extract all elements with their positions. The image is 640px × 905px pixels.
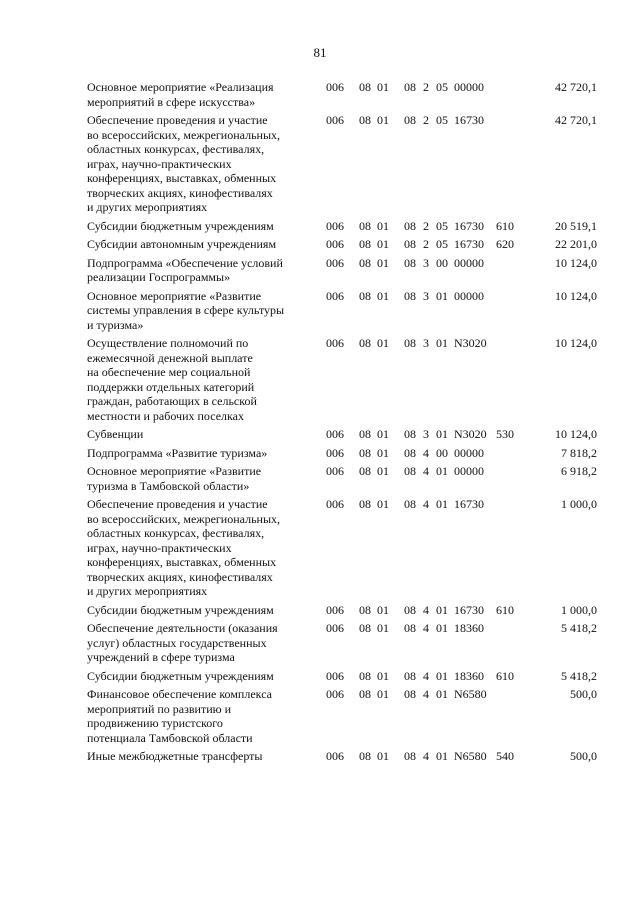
target-article-part: 4 (423, 445, 429, 460)
target-article-part: 16730 (454, 602, 484, 617)
table-row (87, 219, 607, 234)
item-name: Подпрограмма «Развитие туризма» (87, 445, 268, 460)
amount-value: 10 124,0 (555, 255, 597, 270)
table-row (87, 687, 607, 745)
expense-type-code: 610 (496, 218, 514, 233)
target-article-part: 01 (436, 336, 448, 350)
expense-type-code: 610 (496, 602, 514, 617)
target-article-part: 00000 (454, 445, 484, 460)
amount-value: 42 720,1 (555, 80, 597, 94)
item-name: Обеспечение проведения и участие во всероссийских, межрегиональных, областных конкурсах, фестивалях, играх, научно-практических конференциях, выставках, обменных творческих акциях, кинофестивалях и других мероприятиях (87, 113, 281, 214)
target-article-part: 08 (404, 336, 416, 350)
section-code: 08 (359, 288, 371, 303)
section-code: 08 (359, 80, 371, 94)
expense-type-code: 540 (496, 749, 514, 763)
item-name: Иные межбюджетные трансферты (87, 749, 263, 763)
target-article-part: N3020 (454, 336, 487, 350)
item-name: Субсидии бюджетным учреждениям (87, 668, 274, 683)
page-number: 81 (313, 45, 327, 60)
table-row (87, 289, 607, 333)
table-row (87, 446, 607, 461)
amount-value: 10 124,0 (555, 336, 597, 350)
target-article-part: 05 (436, 80, 448, 94)
target-article-part: N6580 (454, 749, 487, 763)
subsection-code: 01 (377, 621, 389, 635)
ministry-code: 006 (326, 237, 344, 251)
target-article-part: 08 (404, 602, 416, 617)
item-name: Обеспечение деятельности (оказания услуг) областных государственных учреждений в сфере туризма (87, 621, 278, 664)
ministry-code: 006 (326, 621, 344, 635)
target-article-part: 00 (436, 445, 448, 460)
target-article-part: 18360 (454, 621, 484, 635)
target-article-part: 01 (436, 288, 448, 303)
ministry-code: 006 (326, 668, 344, 683)
subsection-code: 01 (377, 80, 389, 94)
item-name: Основное мероприятие «Реализация мероприятий в сфере искусства» (87, 80, 274, 109)
target-article-part: 08 (404, 80, 416, 94)
subsection-code: 01 (377, 255, 389, 270)
subsection-code: 01 (377, 687, 389, 701)
table-row (87, 621, 607, 665)
table-row (87, 336, 607, 423)
subsection-code: 01 (377, 113, 389, 127)
expense-type-code: 610 (496, 668, 514, 683)
target-article-part: 08 (404, 113, 416, 127)
table-row (87, 464, 607, 493)
target-article-part: 08 (404, 218, 416, 233)
item-name: Финансовое обеспечение комплекса мероприятий по развитию и продвижению туристского потенциала Тамбовской области (87, 687, 272, 745)
amount-value: 500,0 (570, 749, 597, 763)
budget-table (87, 80, 607, 768)
table-row (87, 669, 607, 684)
target-article-part: 4 (423, 687, 429, 701)
amount-value: 10 124,0 (555, 427, 597, 441)
target-article-part: 2 (423, 237, 429, 251)
expense-type-code: 620 (496, 237, 514, 251)
item-name: Основное мероприятие «Развитие системы управления в сфере культуры и туризма» (87, 288, 285, 332)
subsection-code: 01 (377, 749, 389, 763)
target-article-part: 08 (404, 621, 416, 635)
section-code: 08 (359, 668, 371, 683)
target-article-part: 00000 (454, 464, 484, 478)
subsection-code: 01 (377, 668, 389, 683)
item-name: Субсидии бюджетным учреждениям (87, 602, 274, 617)
target-article-part: 08 (404, 497, 416, 511)
section-code: 08 (359, 464, 371, 478)
ministry-code: 006 (326, 113, 344, 127)
target-article-part: 3 (423, 427, 429, 441)
target-article-part: 08 (404, 749, 416, 763)
section-code: 08 (359, 255, 371, 270)
ministry-code: 006 (326, 749, 344, 763)
section-code: 08 (359, 602, 371, 617)
target-article-part: 05 (436, 218, 448, 233)
amount-value: 6 918,2 (561, 464, 597, 478)
target-article-part: 08 (404, 668, 416, 683)
amount-value: 1 000,0 (561, 602, 597, 617)
target-article-part: 4 (423, 749, 429, 763)
target-article-part: 16730 (454, 237, 484, 251)
target-article-part: N3020 (454, 427, 487, 441)
subsection-code: 01 (377, 602, 389, 617)
target-article-part: 4 (423, 668, 429, 683)
target-article-part: 01 (436, 621, 448, 635)
target-article-part: 01 (436, 464, 448, 478)
target-article-part: 4 (423, 602, 429, 617)
target-article-part: 00000 (454, 255, 484, 270)
amount-value: 20 519,1 (555, 218, 597, 233)
target-article-part: 4 (423, 464, 429, 478)
target-article-part: 08 (404, 288, 416, 303)
ministry-code: 006 (326, 427, 344, 441)
subsection-code: 01 (377, 237, 389, 251)
section-code: 08 (359, 218, 371, 233)
amount-value: 42 720,1 (555, 113, 597, 127)
target-article-part: 08 (404, 687, 416, 701)
subsection-code: 01 (377, 464, 389, 478)
table-row (87, 80, 607, 109)
amount-value: 5 418,2 (561, 668, 597, 683)
item-name: Субвенции (87, 427, 144, 441)
ministry-code: 006 (326, 255, 344, 270)
item-name: Субсидии бюджетным учреждениям (87, 218, 274, 233)
table-row (87, 256, 607, 285)
target-article-part: 00000 (454, 80, 484, 94)
target-article-part: 08 (404, 427, 416, 441)
amount-value: 10 124,0 (555, 288, 597, 303)
ministry-code: 006 (326, 602, 344, 617)
amount-value: 22 201,0 (555, 237, 597, 251)
item-name: Осуществление полномочий по ежемесячной денежной выплате на обеспечение мер социальной поддержки отдельных категорий граждан, работающих в сельской местности и рабочих поселках (87, 336, 257, 423)
target-article-part: 2 (423, 113, 429, 127)
target-article-part: 4 (423, 497, 429, 511)
section-code: 08 (359, 336, 371, 350)
item-name: Субсидии автономным учреждениям (87, 237, 277, 251)
amount-value: 7 818,2 (561, 445, 597, 460)
section-code: 08 (359, 427, 371, 441)
table-row (87, 113, 607, 215)
section-code: 08 (359, 445, 371, 460)
target-article-part: 01 (436, 427, 448, 441)
ministry-code: 006 (326, 497, 344, 511)
target-article-part: 16730 (454, 497, 484, 511)
target-article-part: 16730 (454, 113, 484, 127)
subsection-code: 01 (377, 427, 389, 441)
item-name: Подпрограмма «Обеспечение условий реализации Госпрограммы» (87, 255, 283, 284)
target-article-part: 2 (423, 80, 429, 94)
target-article-part: 08 (404, 255, 416, 270)
target-article-part: 3 (423, 255, 429, 270)
target-article-part: 08 (404, 464, 416, 478)
subsection-code: 01 (377, 497, 389, 511)
amount-value: 1 000,0 (561, 497, 597, 511)
section-code: 08 (359, 687, 371, 701)
target-article-part: 3 (423, 336, 429, 350)
subsection-code: 01 (377, 445, 389, 460)
section-code: 08 (359, 497, 371, 511)
ministry-code: 006 (326, 687, 344, 701)
section-code: 08 (359, 113, 371, 127)
table-row (87, 603, 607, 618)
subsection-code: 01 (377, 288, 389, 303)
ministry-code: 006 (326, 464, 344, 478)
table-row (87, 427, 607, 442)
target-article-part: 01 (436, 602, 448, 617)
ministry-code: 006 (326, 288, 344, 303)
target-article-part: 05 (436, 237, 448, 251)
ministry-code: 006 (326, 80, 344, 94)
expense-type-code: 530 (496, 427, 514, 441)
target-article-part: 4 (423, 621, 429, 635)
table-row (87, 237, 607, 252)
subsection-code: 01 (377, 218, 389, 233)
section-code: 08 (359, 621, 371, 635)
table-row (87, 749, 607, 764)
ministry-code: 006 (326, 445, 344, 460)
target-article-part: N6580 (454, 687, 487, 701)
amount-value: 500,0 (570, 687, 597, 701)
target-article-part: 00000 (454, 288, 484, 303)
table-row (87, 497, 607, 599)
target-article-part: 01 (436, 749, 448, 763)
target-article-part: 01 (436, 687, 448, 701)
section-code: 08 (359, 749, 371, 763)
target-article-part: 08 (404, 237, 416, 251)
target-article-part: 01 (436, 668, 448, 683)
target-article-part: 3 (423, 288, 429, 303)
target-article-part: 2 (423, 218, 429, 233)
amount-value: 5 418,2 (561, 621, 597, 635)
target-article-part: 05 (436, 113, 448, 127)
target-article-part: 16730 (454, 218, 484, 233)
ministry-code: 006 (326, 218, 344, 233)
section-code: 08 (359, 237, 371, 251)
target-article-part: 00 (436, 255, 448, 270)
item-name: Обеспечение проведения и участие во всероссийских, межрегиональных, областных конкурсах, фестивалях, играх, научно-практических конференциях, выставках, обменных творческих акциях, кинофестивалях и других мероприятиях (87, 497, 281, 598)
target-article-part: 01 (436, 497, 448, 511)
subsection-code: 01 (377, 336, 389, 350)
target-article-part: 18360 (454, 668, 484, 683)
item-name: Основное мероприятие «Развитие туризма в Тамбовской области» (87, 464, 262, 493)
ministry-code: 006 (326, 336, 344, 350)
target-article-part: 08 (404, 445, 416, 460)
